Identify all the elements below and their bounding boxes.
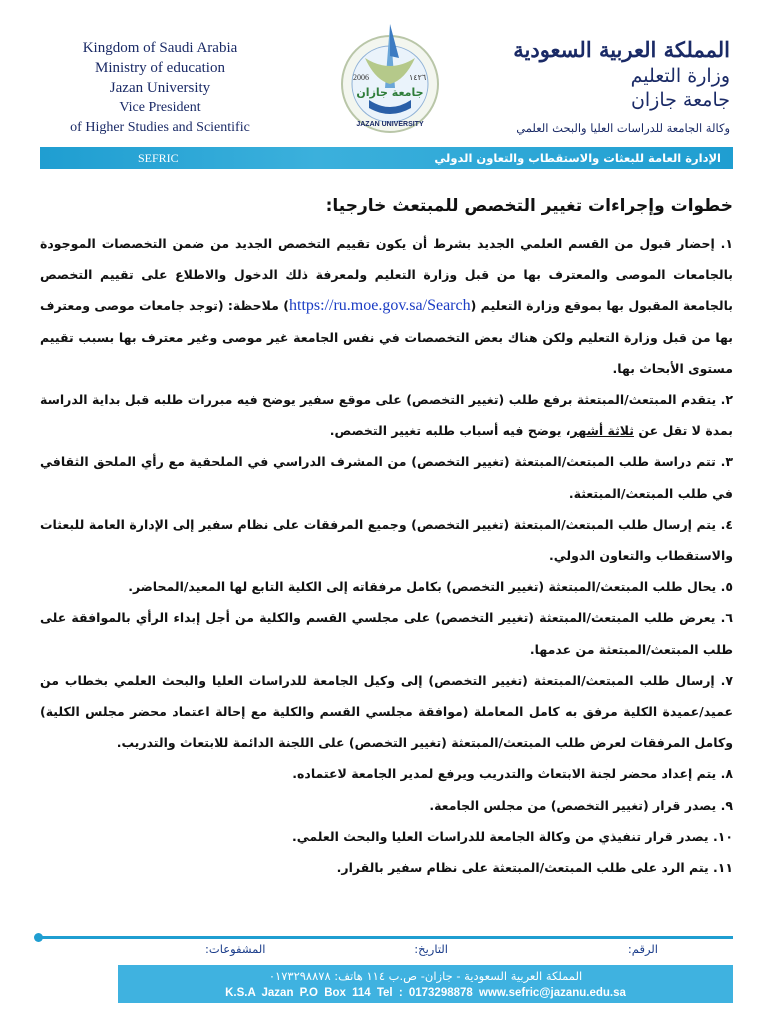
step-7: ٧. إرسال طلب المبتعث/المبتعثة (تغيير التخصص) إلى وكيل الجامعة للدراسات العليا والبحث العلمي بخطاب من عميد/عميدة الكلية مرفق به كامل المعاملة (موافقة مجلسي القسم والكلية مع إحالة اعتماد محضر مجلس الكلية) وكامل المرفقات لعرض طلب المبتعث/المبتعثة (تغيير التخصص) على اللجنة الدائمة للابتعاث والتدريب. [40, 672, 733, 751]
header-english-block [40, 38, 280, 138]
document-body [40, 192, 733, 883]
step-3: ٣. تتم دراسة طلب المبتعث/المبتعثة (تغيير التخصص) من المشرف الدراسي في الملحقية مع رأي الملحق الثقافي في طلب المبتعث/المبتعثة. [40, 454, 733, 501]
footer-contact-bar [118, 965, 733, 1003]
header-vice-president: Vice President [119, 100, 201, 115]
header-department: of Higher Studies and Scientific [70, 120, 250, 135]
three-months-underlined: ثلاثة أشهر [570, 423, 634, 439]
department-banner [40, 147, 733, 169]
number-label: الرقم: [627, 942, 658, 956]
footer-english-address: K.S.A Jazan P.O Box 114 Tel : 0173298878 www.sefric@jazanu.edu.sa [225, 987, 626, 999]
moe-search-link[interactable]: https://ru.moe.gov.sa/Search [289, 297, 471, 315]
university-logo [335, 18, 445, 136]
header-country: Kingdom of Saudi Arabia [82, 40, 238, 56]
footer-arabic-address: المملكة العربية السعودية - جازان- ص.ب ١١٤ هاتف: ٠١٧٣٢٩٨٨٧٨ [268, 969, 583, 983]
step-9: ٩. يصدر قرار (تغيير التخصص) من مجلس الجامعة. [429, 797, 733, 813]
step-5: ٥. يحال طلب المبتعث/المبتعثة (تغيير التخصص) بكامل مرفقاته إلى الكلية التابع لها المعيد/المحاضر. [128, 579, 733, 595]
date-label: التاريخ: [414, 942, 448, 956]
header-arabic-block [490, 36, 730, 138]
logo-year-right: ١٤٢٦ [409, 73, 427, 82]
step-2: ٢. يتقدم المبتعث/المبتعثة برفع طلب (تغيير التخصص) على موقع سفير يوضح فيه مبررات طلبه قبل بداية الدراسة بمدة لا تقل عن ثلاثة أشهر، يوضح فيه أسباب طلبه تغيير التخصص. [40, 392, 733, 439]
header-ministry: Ministry of education [95, 60, 225, 76]
header-arabic-department: وكالة الجامعة للدراسات العليا والبحث العلمي [516, 121, 730, 135]
step-8: ٨. يتم إعداد محضر لجنة الابتعاث والتدريب ويرفع لمدير الجامعة لاعتماده. [292, 766, 733, 782]
divider-dot [34, 933, 43, 942]
header-arabic-ministry: وزارة التعليم [630, 65, 730, 87]
header-arabic-country: المملكة العربية السعودية [513, 37, 730, 62]
document-title: خطوات وإجراءات تغيير التخصص للمبتعث خارجيا: [325, 196, 733, 216]
header-arabic-university: جامعة جازان [630, 89, 730, 111]
header-university: Jazan University [109, 80, 211, 96]
banner-sefric: SEFRIC [138, 151, 179, 165]
banner-department-name: الإدارة العامة للبعثات والاستقطاب والتعاون الدولي [434, 151, 721, 165]
step-11: ١١. يتم الرد على طلب المبتعث/المبتعثة على نظام سفير بالقرار. [336, 860, 733, 876]
footer-divider [40, 936, 733, 939]
logo-english-name: JAZAN UNIVERSITY [356, 121, 424, 128]
attachments-label: المشفوعات: [205, 942, 266, 956]
step-1: ١. إحضار قبول من القسم العلمي الجديد بشرط أن يكون تقييم التخصص الجديد من ضمن التخصصات الموجودة بالجامعات الموصى والمعترف بها من قبل وزارة التعليم ولمعرفة ذلك الدخول والاطلاع على تقييم التخصص بالجامعة المقبول بها بموقع وزارة التعليم (https://ru.moe.gov.sa/Search) ملاحظة: (توجد جامعات موصى ومعترف بها من قبل وزارة التعليم ولكن هناك بعض التخصصات في نفس الجامعة غير موصى وغير معترف بها بسبب تقييم مستوى الأبحاث بها. [40, 236, 733, 376]
logo-arabic-name: جامعة جازان [356, 86, 424, 99]
step-4: ٤. يتم إرسال طلب المبتعث/المبتعثة (تغيير التخصص) وجميع المرفقات على نظام سفير إلى الإدارة العامة للبعثات والاستقطاب والتعاون الدولي. [40, 516, 733, 564]
step-6: ٦. يعرض طلب المبتعث/المبتعثة (تغيير التخصص) على مجلسي القسم والكلية من أجل إبداء الرأي بالموافقة على طلب المبتعث/المبتعثة من عدمها. [40, 610, 733, 657]
step-10: ١٠. يصدر قرار تنفيذي من وكالة الجامعة للدراسات العليا والبحث العلمي. [291, 828, 733, 844]
logo-year-left: 2006 [353, 73, 369, 82]
